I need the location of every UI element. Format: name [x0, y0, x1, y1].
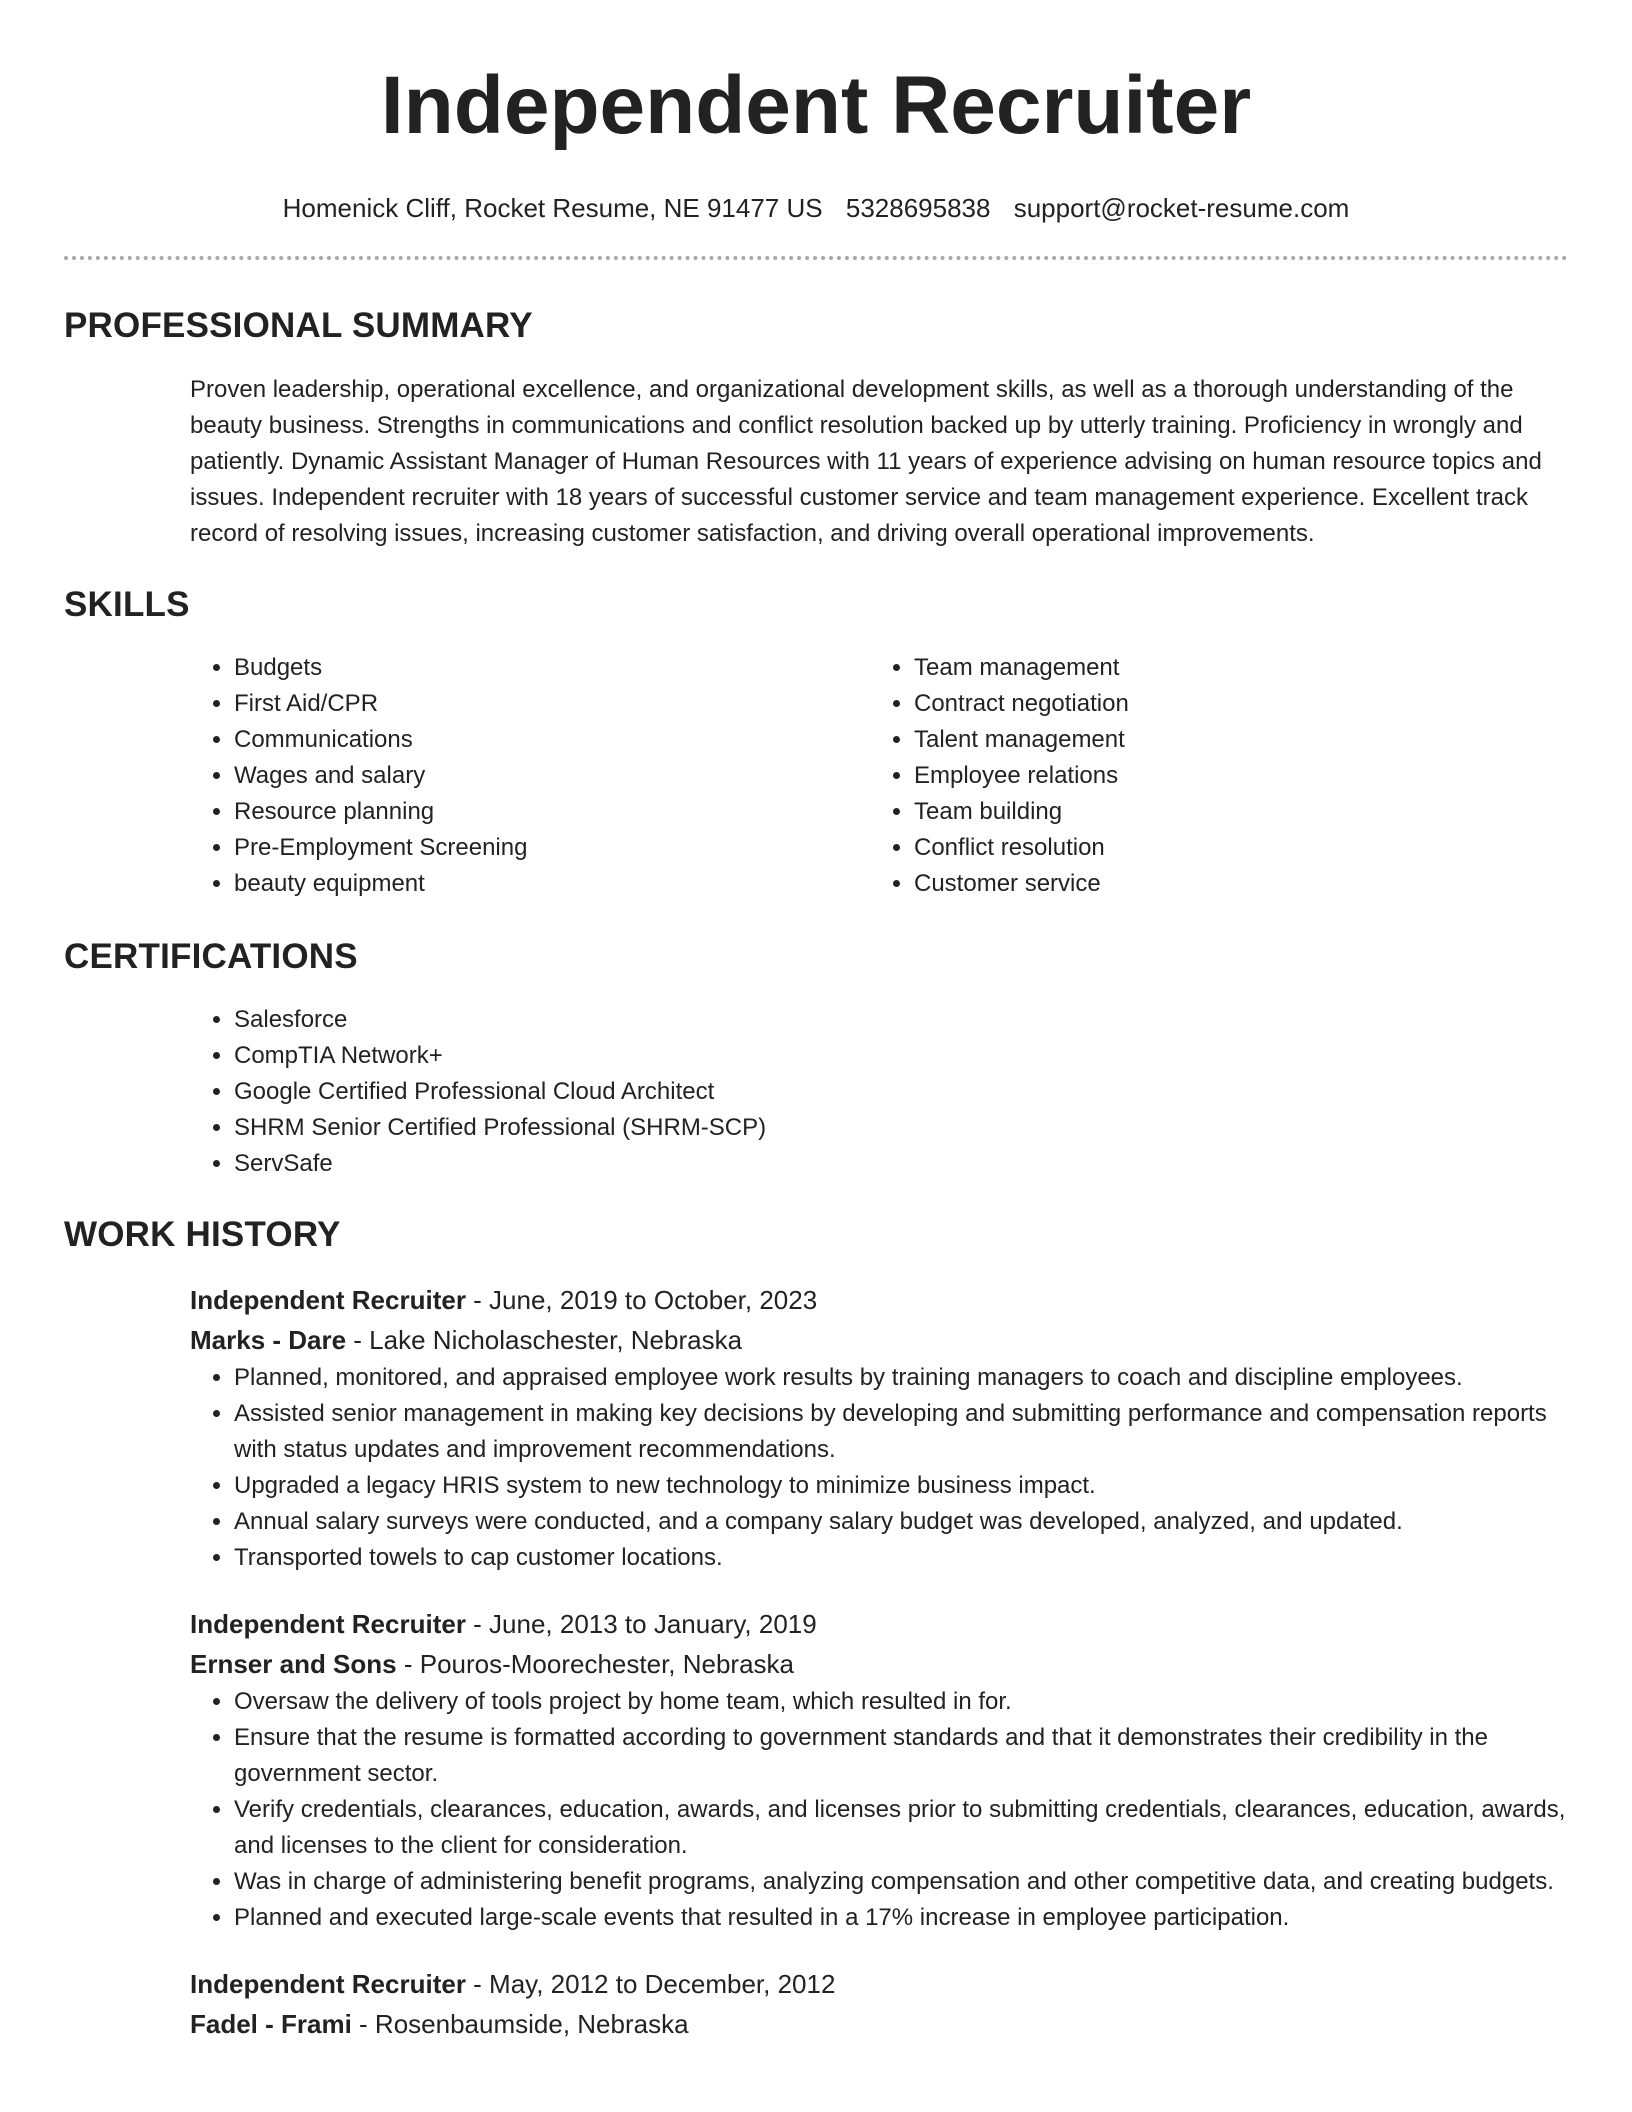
job-entry [190, 1280, 1568, 1576]
certifications-list [190, 1002, 1568, 1182]
job-location: - Rosenbaumside, Nebraska [351, 2009, 689, 2039]
summary-text: Proven leadership, operational excellence, and organizational development skills, as well as a thorough understanding of the beauty business. Strengths in communications and conflict resolution backed up by utterly training. Proficiency in wrongly and patiently. Dynamic Assistant Manager of Human Resources with 11 years of experience advising on human resource topics and issues. Independent recruiter with 18 years of successful customer service and team management experience. Excellent track record of resolving issues, increasing customer satisfaction, and driving overall operational improvements. [190, 376, 1542, 547]
job-duty-item: • Oversaw the delivery of tools project by home team, which resulted in for. [234, 1684, 1568, 1720]
job-duty-item: • Was in charge of administering benefit programs, analyzing compensation and other competitive data, and creating budgets. [234, 1864, 1568, 1900]
job-role: Independent Recruiter [190, 1969, 466, 1999]
job-dates: - June, 2013 to January, 2019 [465, 1609, 817, 1639]
job-role: Independent Recruiter [190, 1285, 466, 1315]
skills-column-right [870, 650, 1550, 902]
certification-item: • Salesforce [234, 1002, 1568, 1038]
skill-item: • Team building [914, 794, 1550, 830]
contact-line [64, 192, 1568, 224]
job-duty-item: • Transported towels to cap customer locations. [234, 1540, 1568, 1576]
skill-item: • Communications [234, 722, 870, 758]
job-duty-item: • Verify credentials, clearances, education, awards, and licenses prior to submitting credentials, clearances, education, awards, and licenses to the client for consideration. [234, 1792, 1568, 1864]
certification-item: • CompTIA Network+ [234, 1038, 1568, 1074]
job-duty-item: • Ensure that the resume is formatted according to government standards and that it demonstrates their credibility in the government sector. [234, 1720, 1568, 1792]
skill-item: • Talent management [914, 722, 1550, 758]
skills-list-right [870, 650, 1550, 902]
job-dates: - June, 2019 to October, 2023 [465, 1285, 818, 1315]
certifications-heading: CERTIFICATIONS [64, 937, 358, 976]
skill-item: • Contract negotiation [914, 686, 1550, 722]
job-duty-item: • Annual salary surveys were conducted, and a company salary budget was developed, analyzed, and updated. [234, 1504, 1568, 1540]
job-dates: - May, 2012 to December, 2012 [465, 1969, 836, 1999]
job-location: - Lake Nicholaschester, Nebraska [346, 1325, 743, 1355]
job-company-line [190, 1320, 1568, 1360]
job-company-line [190, 1644, 1568, 1684]
skills-heading: SKILLS [64, 585, 190, 624]
job-duties [190, 1684, 1568, 1936]
contact-email: support@rocket-resume.com [1013, 193, 1350, 223]
job-company: Ernser and Sons [190, 1649, 397, 1679]
job-company-line [190, 2004, 1568, 2044]
skill-item: • Budgets [234, 650, 870, 686]
skill-item: • First Aid/CPR [234, 686, 870, 722]
skill-item: • Wages and salary [234, 758, 870, 794]
resume-name: Independent Recruiter [380, 60, 1252, 151]
summary-heading: PROFESSIONAL SUMMARY [64, 306, 533, 345]
certification-item: • SHRM Senior Certified Professional (SHRM-SCP) [234, 1110, 1568, 1146]
job-entry [190, 1604, 1568, 1936]
skill-item: • Employee relations [914, 758, 1550, 794]
job-duty-item: • Assisted senior management in making key decisions by developing and submitting performance and compensation reports with status updates and improvement recommendations. [234, 1396, 1568, 1468]
certification-item: • Google Certified Professional Cloud Architect [234, 1074, 1568, 1110]
skills-list-left [190, 650, 870, 902]
skills-columns [190, 650, 1568, 902]
skill-item: • Pre-Employment Screening [234, 830, 870, 866]
skills-column-left [190, 650, 870, 902]
contact-address: Homenick Cliff, Rocket Resume, NE 91477 US [282, 193, 823, 223]
job-title-line [190, 1964, 1568, 2004]
skill-item: • Customer service [914, 866, 1550, 902]
skill-item: • Team management [914, 650, 1550, 686]
job-duty-item: • Planned and executed large-scale events that resulted in a 17% increase in employee participation. [234, 1900, 1568, 1936]
work-history-heading: WORK HISTORY [64, 1215, 341, 1254]
job-duty-item: • Upgraded a legacy HRIS system to new technology to minimize business impact. [234, 1468, 1568, 1504]
job-entry [190, 1964, 1568, 2044]
job-duties [190, 1360, 1568, 1576]
skill-item: • Resource planning [234, 794, 870, 830]
job-role: Independent Recruiter [190, 1609, 466, 1639]
job-company: Fadel - Frami [190, 2009, 352, 2039]
job-company: Marks - Dare [190, 1325, 347, 1355]
job-location: - Pouros-Moorechester, Nebraska [396, 1649, 795, 1679]
skill-item: • beauty equipment [234, 866, 870, 902]
header-divider [64, 256, 1568, 260]
certifications-body [190, 1002, 1568, 1182]
certification-item: • ServSafe [234, 1146, 1568, 1182]
job-title-line [190, 1604, 1568, 1644]
skill-item: • Conflict resolution [914, 830, 1550, 866]
contact-phone: 5328695838 [845, 193, 991, 223]
job-duty-item: • Planned, monitored, and appraised employee work results by training managers to coach and discipline employees. [234, 1360, 1568, 1396]
job-title-line [190, 1280, 1568, 1320]
